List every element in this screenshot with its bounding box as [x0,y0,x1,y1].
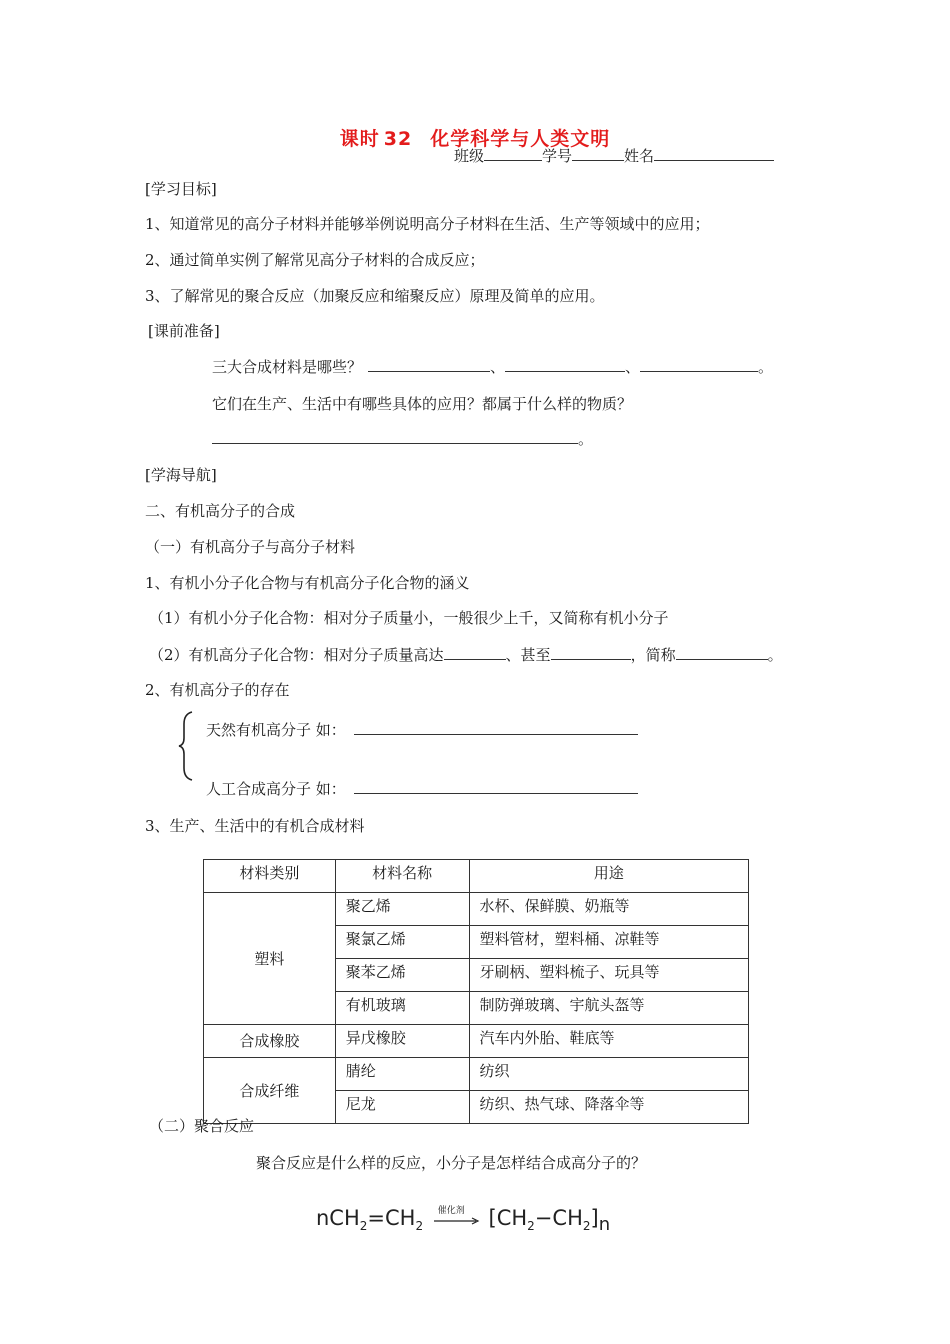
material-blank-3[interactable] [640,359,758,372]
natural-label: 天然有机高分子 如： [206,721,346,739]
prep-question-1 [212,358,773,376]
abbr-blank[interactable] [676,647,768,660]
header-use: 用途 [469,860,749,893]
material-name: 聚乙烯 [335,893,469,926]
section-2-heading: 二、有机高分子的合成 [145,502,296,520]
name-blank[interactable] [654,148,774,161]
category-rubber: 合成橡胶 [204,1025,336,1058]
table-row [204,1025,749,1058]
sep-1: 、 [490,358,506,376]
mass-blank-2[interactable] [551,647,631,660]
material-use: 汽车内外胎、鞋底等 [469,1025,749,1058]
point-3: 3、生产、生活中的有机合成材料 [145,817,365,835]
table-row [204,1058,749,1091]
point-1b-text-a: （2）有机高分子化合物：相对分子质量高达 [149,646,444,664]
student-info-line [454,147,774,165]
point-1b-text-b: 、甚至 [505,646,551,664]
objective-item-3: 3、了解常见的聚合反应（加聚反应和缩聚反应）原理及简单的应用。 [145,287,605,305]
point-1b-end: 。 [767,646,783,664]
point-2: 2、有机高分子的存在 [145,681,290,699]
title-prefix: 课时 [339,128,380,150]
sep-2: 、 [625,358,641,376]
header-name: 材料名称 [335,860,469,893]
objective-item-1: 1、知道常见的高分子材料并能够举例说明高分子材料在生活、生产等领域中的应用； [145,215,710,233]
table-row [204,893,749,926]
catalyst-label: 催化剂 [437,1206,465,1216]
objectives-heading: [学习目标] [145,180,217,198]
prep-answer-line [212,430,593,448]
material-name: 聚氯乙烯 [335,926,469,959]
material-use: 纺织 [469,1058,749,1091]
objective-item-2: 2、通过简单实例了解常见高分子材料的合成反应； [145,251,485,269]
id-blank[interactable] [572,148,624,161]
point-1a: （1）有机小分子化合物：相对分子质量小，一般很少上千，又简称有机小分子 [149,609,669,627]
prep-question-2: 它们在生产、生活中有哪些具体的应用？都属于什么样的物质？ [212,395,633,413]
point-1: 1、有机小分子化合物与有机高分子化合物的涵义 [145,574,470,592]
class-blank[interactable] [484,148,542,161]
header-category: 材料类别 [204,860,336,893]
point-1b-text-c: ，简称 [630,646,676,664]
material-use: 塑料管材，塑料桶、凉鞋等 [469,926,749,959]
prep-q1-text: 三大合成材料是哪些？ [212,358,363,376]
category-plastic: 塑料 [204,893,336,1025]
title-number: 32 [383,128,413,150]
material-name: 腈纶 [335,1058,469,1091]
synthetic-polymer-line [206,780,638,798]
end-2: 。 [578,430,594,448]
polymerization-question: 聚合反应是什么样的反应，小分子是怎样结合成高分子的？ [256,1154,647,1172]
material-blank-1[interactable] [368,359,490,372]
title-text: 化学科学与人类文明 [430,128,611,150]
id-label: 学号 [542,147,573,165]
name-label: 姓名 [624,147,655,165]
application-blank[interactable] [212,431,578,444]
reaction-arrow-icon [432,1206,480,1229]
material-blank-2[interactable] [505,359,625,372]
materials-table [203,859,749,1124]
natural-blank[interactable] [354,722,638,735]
synthetic-blank[interactable] [354,781,638,794]
end-1: 。 [758,358,774,376]
polymerization-heading: （二）聚合反应 [149,1117,255,1135]
guide-heading: [学海导航] [145,466,217,484]
material-name: 尼龙 [335,1091,469,1124]
material-name: 异戊橡胶 [335,1025,469,1058]
material-use: 纺织、热气球、降落伞等 [469,1091,749,1124]
mass-blank-1[interactable] [444,647,506,660]
polymerization-equation [316,1206,610,1235]
subsection-1-heading: （一）有机高分子与高分子材料 [145,538,356,556]
material-use: 牙刷柄、塑料梳子、玩具等 [469,959,749,992]
material-use: 制防弹玻璃、宇航头盔等 [469,992,749,1025]
point-1b [149,646,783,664]
table-header-row [204,860,749,893]
category-fiber: 合成纤维 [204,1058,336,1124]
material-name: 聚苯乙烯 [335,959,469,992]
synthetic-label: 人工合成高分子 如： [206,780,346,798]
material-use: 水杯、保鲜膜、奶瓶等 [469,893,749,926]
class-label: 班级 [454,147,485,165]
left-brace-icon [178,710,200,782]
eq-product: $[CH_2-CH_2]_n$ [488,1206,611,1236]
eq-reactant: $nCH_2=CH_2$ [316,1206,424,1234]
preparation-heading: [课前准备] [148,322,220,340]
material-name: 有机玻璃 [335,992,469,1025]
natural-polymer-line [206,721,638,739]
